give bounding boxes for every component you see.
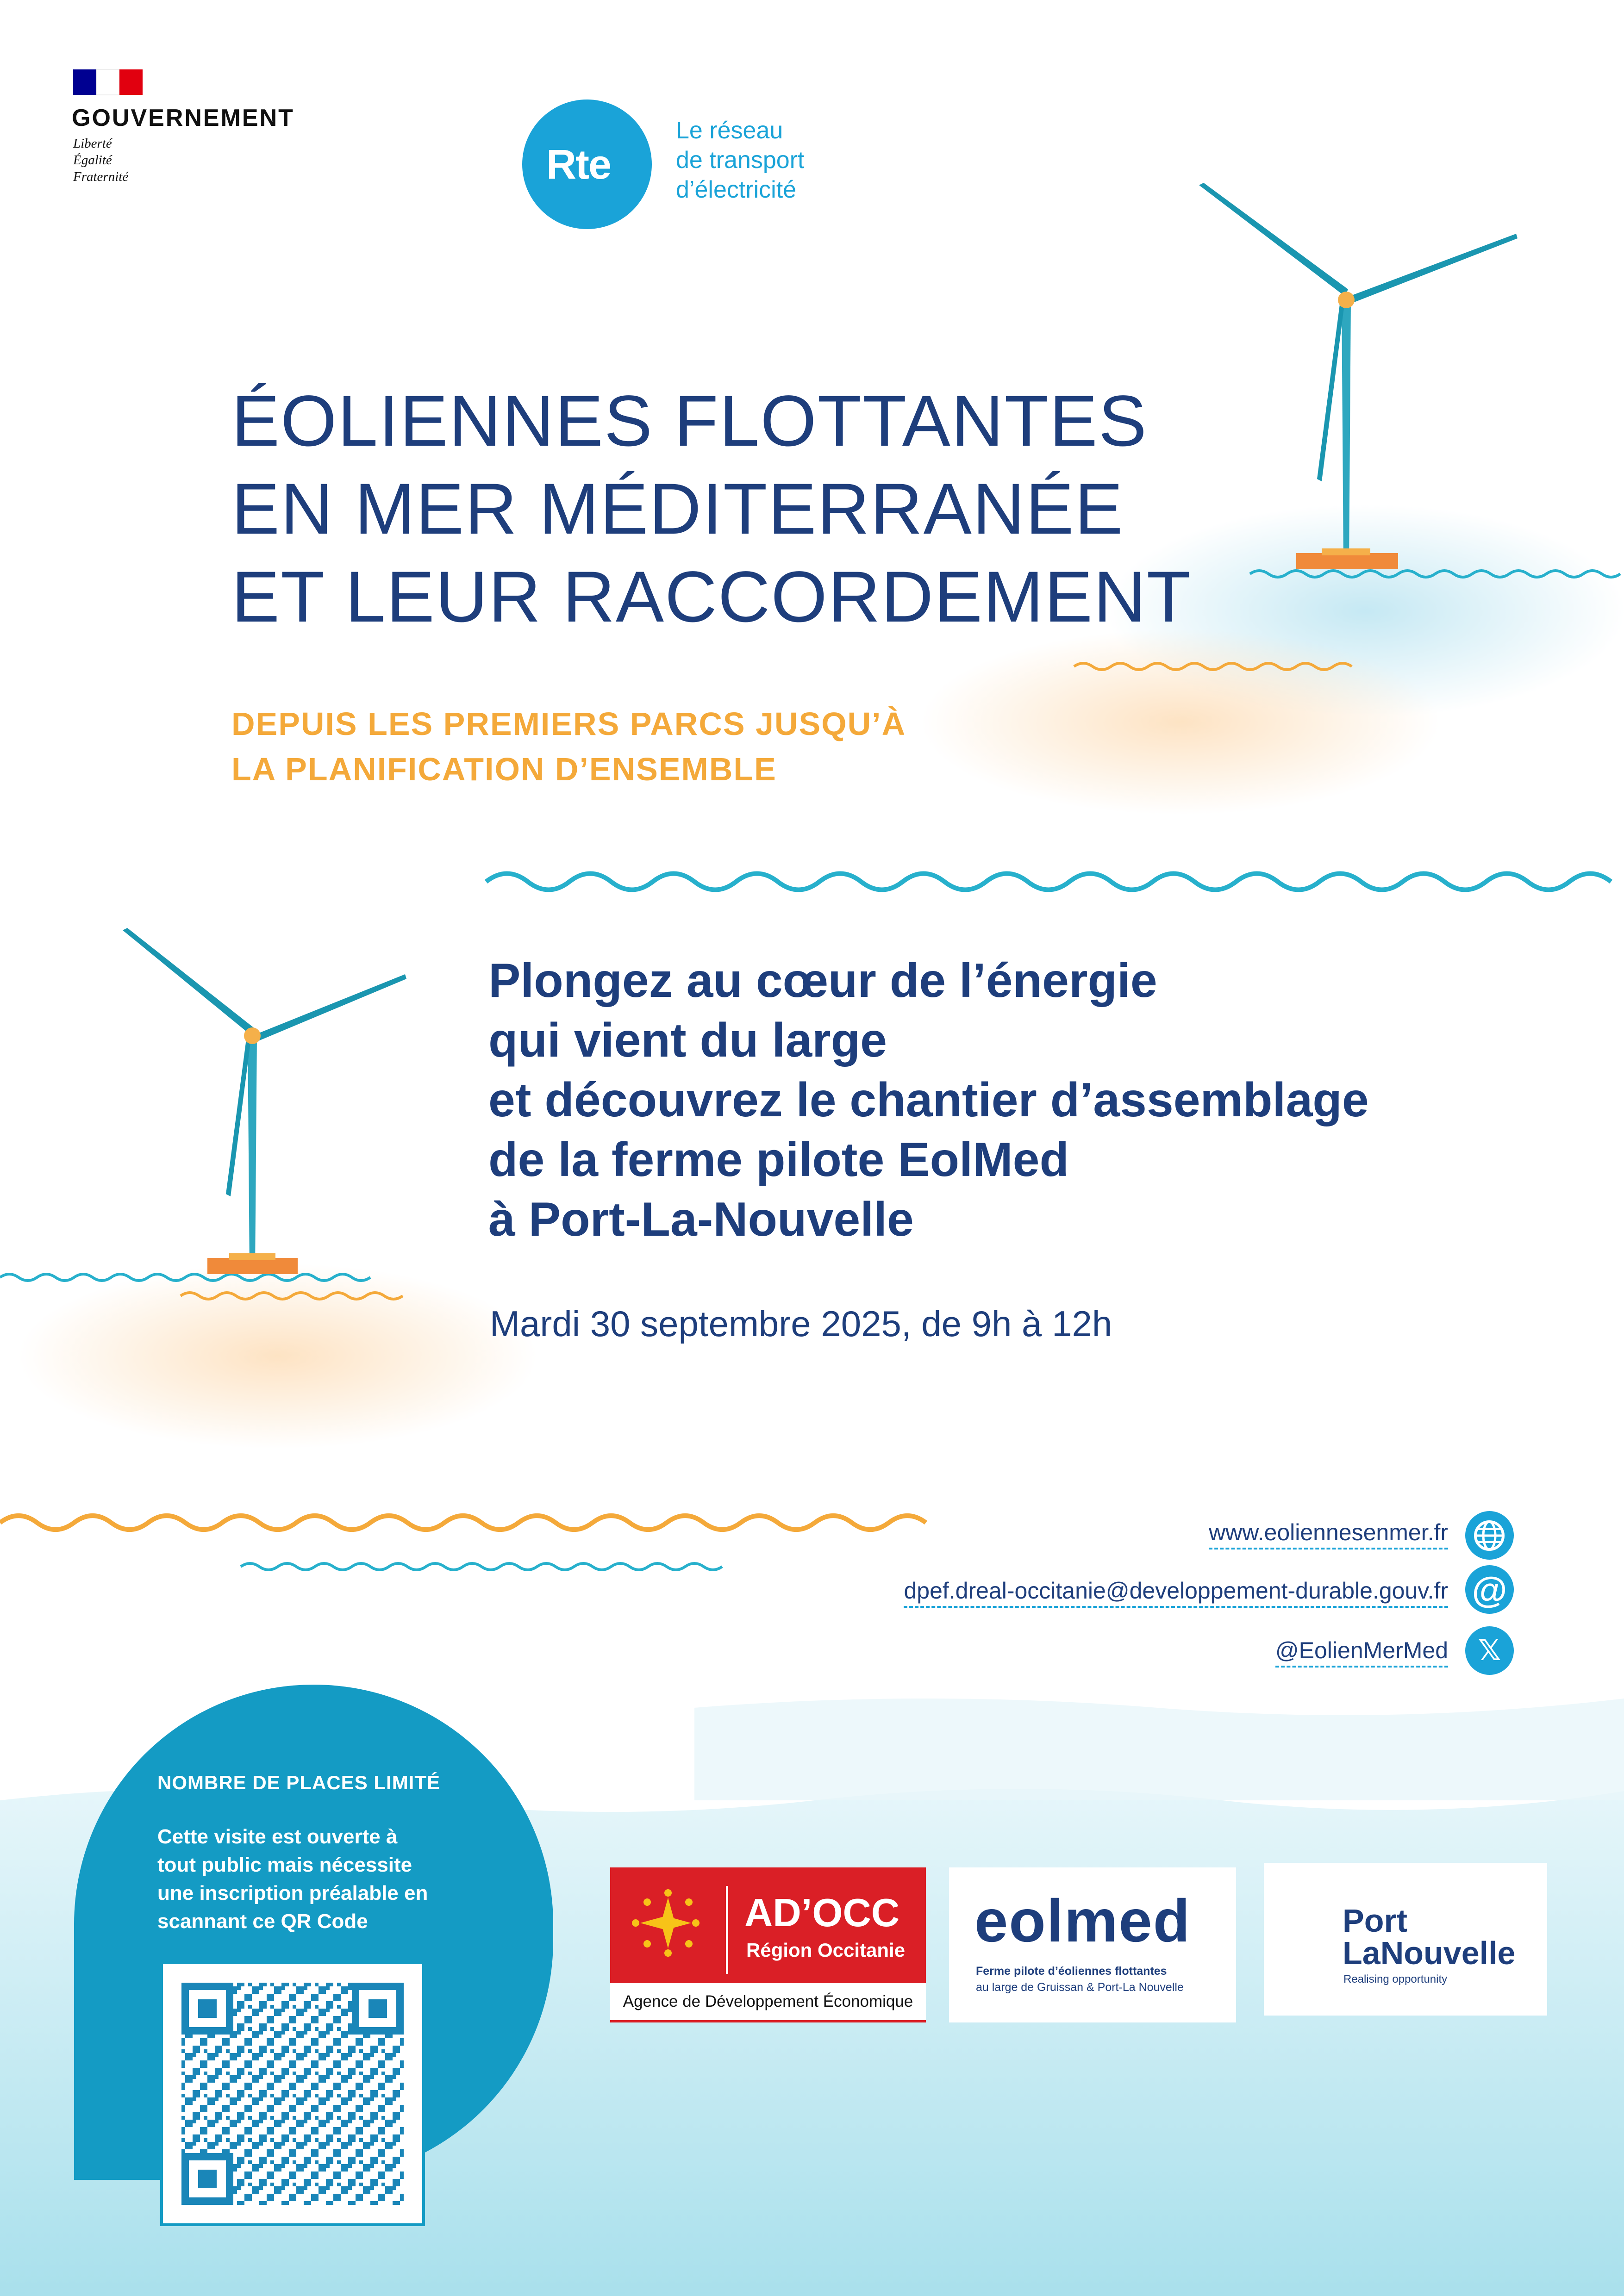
website-link[interactable]: www.eoliennesenmer.fr	[1209, 1519, 1448, 1549]
rte-logo-text: Rte	[546, 142, 611, 188]
event-date: Mardi 30 septembre 2025, de 9h à 12h	[490, 1303, 1112, 1344]
rte-tagline-line: de transport	[676, 147, 805, 174]
wave-line-orange	[0, 1516, 926, 1530]
motto-fraternite: Fraternité	[73, 169, 129, 184]
motto-egalite: Égalité	[73, 153, 112, 168]
glow-orange-left	[19, 1263, 537, 1449]
sea-band	[694, 1699, 1624, 1800]
registration-body	[157, 1823, 428, 1935]
invitation-line: Plongez au cœur de l’énergie	[488, 954, 1157, 1008]
motto-liberte: Liberté	[73, 136, 112, 151]
globe-icon-button[interactable]	[1465, 1511, 1514, 1560]
government-motto	[73, 135, 128, 185]
french-government-flag-logo	[73, 69, 143, 95]
x-logo-icon[interactable]: 𝕏	[1465, 1626, 1514, 1675]
title-line: ÉOLIENNES FLOTTANTES	[231, 381, 1148, 461]
wave-line-blue-main	[486, 874, 1611, 890]
adocc-footer: Agence de Développement Économique	[610, 1983, 926, 2020]
eolmed-line2: au large de Gruissan & Port-La Nouvelle	[976, 1981, 1184, 1994]
rte-tagline	[676, 116, 805, 205]
registration-line: tout public mais nécessite	[157, 1854, 412, 1876]
eolmed-line1: Ferme pilote d’éoliennes flottantes	[976, 1965, 1167, 1978]
adocc-region: Région Occitanie	[746, 1939, 906, 1961]
port-name-line1: Port	[1343, 1903, 1407, 1939]
twitter-handle-link[interactable]: @EolienMerMed	[1275, 1637, 1448, 1668]
at-sign-icon[interactable]: @	[1465, 1565, 1514, 1614]
port-name-line2: LaNouvelle	[1343, 1935, 1516, 1971]
registration-line: scannant ce QR Code	[157, 1910, 368, 1933]
glow-orange-top	[921, 629, 1440, 815]
invitation-line: à Port-La-Nouvelle	[488, 1193, 914, 1246]
invitation-line: qui vient du large	[488, 1014, 887, 1067]
occitan-cross-icon	[622, 1879, 714, 1981]
port-tagline: Realising opportunity	[1343, 1973, 1448, 1985]
rte-tagline-line: d’électricité	[676, 176, 797, 203]
page-title	[231, 377, 1192, 641]
eolmed-logo	[949, 1867, 1236, 2022]
registration-heading: NOMBRE DE PLACES LIMITÉ	[157, 1772, 441, 1793]
government-title: GOUVERNEMENT	[72, 105, 294, 131]
subtitle-line: LA PLANIFICATION D’ENSEMBLE	[231, 751, 777, 787]
qr-code-graphic	[163, 1964, 422, 2223]
email-link[interactable]: dpef.dreal-occitanie@developpement-durable.gouv.fr	[904, 1577, 1448, 1608]
title-line: EN MER MÉDITERRANÉE	[231, 469, 1124, 549]
registration-qr-code[interactable]	[160, 1961, 425, 2226]
registration-line: une inscription préalable en	[157, 1882, 428, 1904]
wave-line-blue-small	[241, 1563, 722, 1570]
invitation-text	[488, 951, 1369, 1250]
registration-line: Cette visite est ouverte à	[157, 1825, 398, 1848]
title-line: ET LEUR RACCORDEMENT	[231, 557, 1192, 637]
subtitle-line: DEPUIS LES PREMIERS PARCS JUSQU’À	[231, 706, 906, 742]
wind-turbine-left-illustration	[123, 928, 406, 1274]
page-subtitle	[231, 701, 906, 792]
port-la-nouvelle-logo	[1264, 1863, 1547, 2016]
invitation-line: de la ferme pilote EolMed	[488, 1133, 1069, 1187]
adocc-name: AD’OCC	[744, 1891, 900, 1935]
invitation-line: et découvrez le chantier d’assemblage	[488, 1073, 1369, 1127]
rte-tagline-line: Le réseau	[676, 117, 783, 144]
eolmed-name: eolmed	[974, 1887, 1191, 1954]
